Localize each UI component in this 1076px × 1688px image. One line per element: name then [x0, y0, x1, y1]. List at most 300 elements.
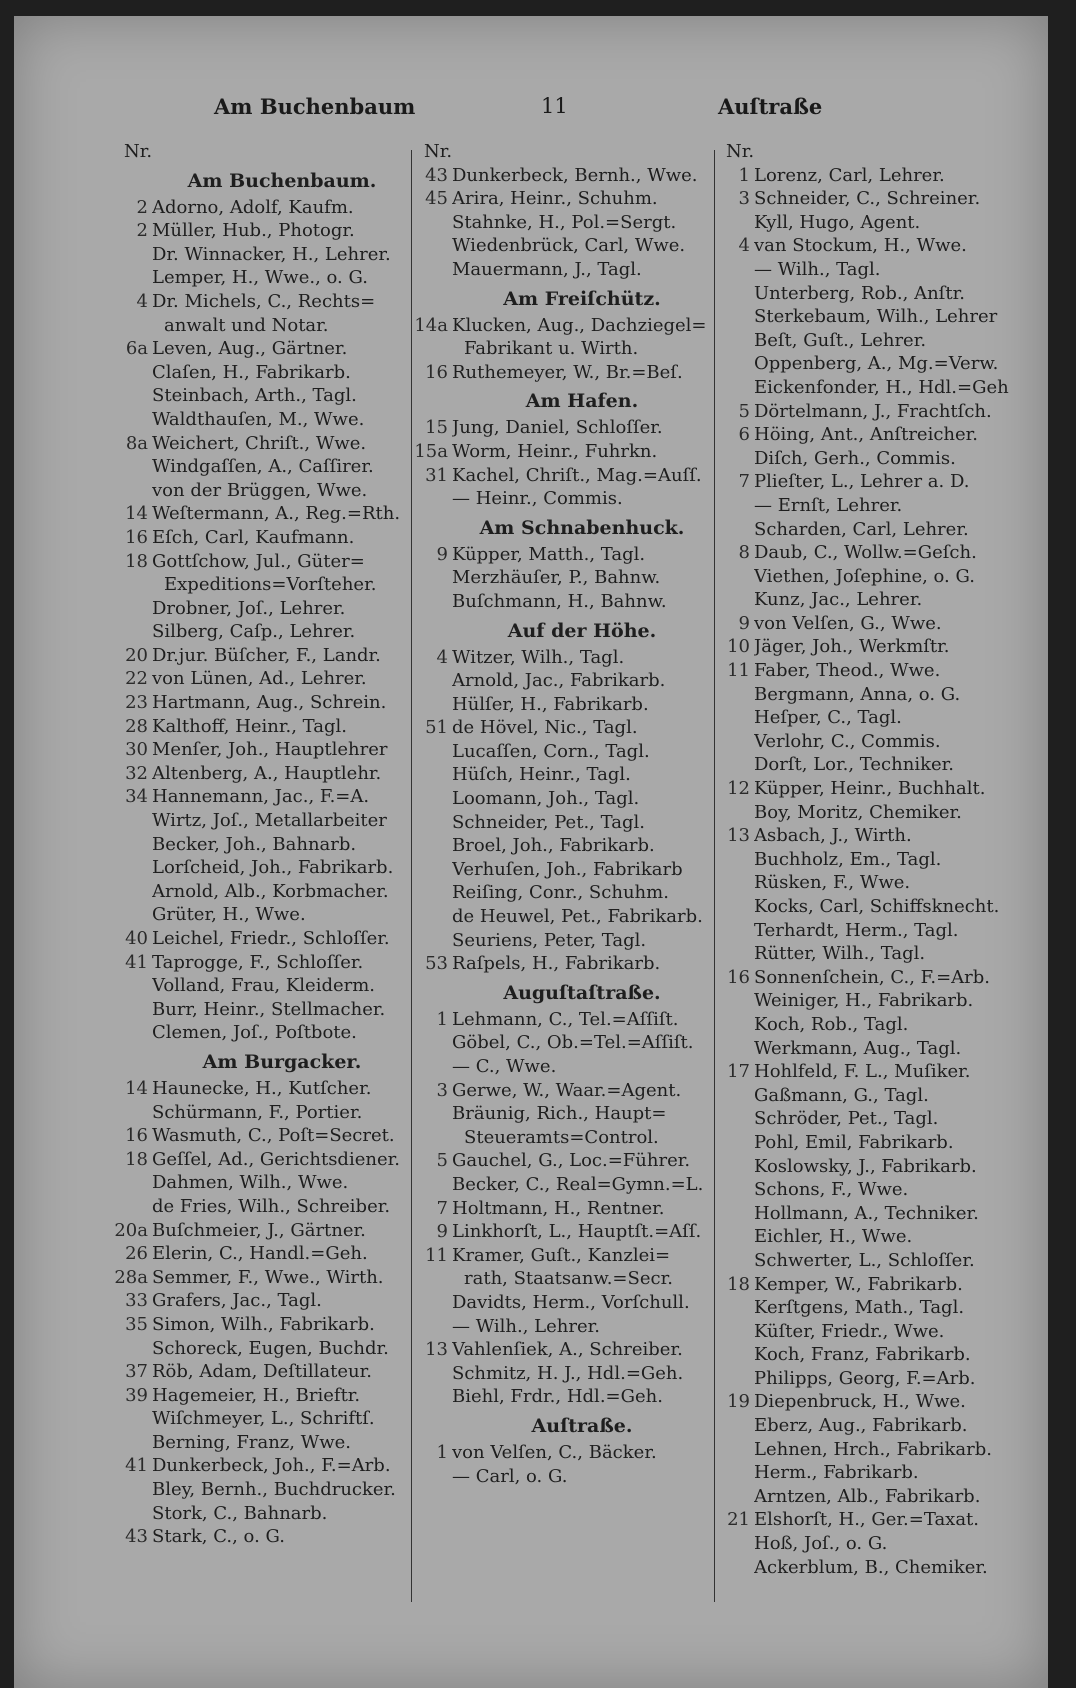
house-number: 31 [425, 464, 448, 486]
resident-entry: Wiſchmeyer, L., Schriftſ. [152, 1408, 375, 1430]
house-number [714, 1084, 754, 1108]
directory-entry [714, 1249, 1024, 1273]
directory-entry [112, 290, 422, 314]
resident-entry: de Hövel, Nic., Tagl. [452, 717, 638, 739]
directory-entry [714, 1414, 1024, 1438]
directory-entry [714, 683, 1024, 707]
directory-entry [714, 1296, 1024, 1320]
directory-entry [714, 942, 1024, 966]
resident-entry: Arira, Heinr., Schuhm. [452, 188, 658, 210]
resident-entry: Boy, Moritz, Chemiker. [754, 801, 962, 823]
resident-entry: Kunz, Jac., Lehrer. [754, 589, 923, 611]
resident-entry: Taprogge, F., Schloſſer. [152, 951, 364, 973]
house-number: 1 [738, 164, 750, 186]
directory-entry [714, 187, 1024, 211]
house-number [714, 1131, 754, 1155]
house-number [412, 693, 452, 717]
directory-entry [412, 1244, 722, 1268]
resident-entry: Gauchel, G., Loc.=Führer. [452, 1150, 691, 1172]
entry-continuation: anwalt und Notar. [164, 314, 329, 336]
resident-entry: de Heuwel, Pet., Fabrikarb. [452, 906, 703, 928]
house-number [714, 211, 754, 235]
resident-entry: Arnold, Jac., Fabrikarb. [452, 670, 666, 692]
house-number [112, 856, 152, 880]
resident-entry: Gaßmann, G., Tagl. [754, 1084, 929, 1106]
house-number: 6a [125, 338, 148, 360]
directory-entry [714, 919, 1024, 943]
resident-entry: Schürmann, F., Portier. [152, 1101, 363, 1123]
directory-entry [112, 1313, 422, 1337]
directory-entry [112, 337, 422, 361]
resident-entry: Ackerblum, B., Chemiker. [754, 1556, 988, 1578]
directory-entry [714, 1320, 1024, 1344]
resident-entry: Heſper, C., Tagl. [754, 707, 902, 729]
directory-entry [112, 1266, 422, 1290]
house-number: 2 [136, 196, 148, 218]
resident-entry: Klucken, Aug., Dachziegel= [452, 314, 707, 336]
directory-entry [714, 164, 1024, 188]
page-header [14, 88, 1048, 128]
directory-entry [412, 646, 722, 670]
resident-entry: Dörtelmann, J., Frachtſch. [754, 400, 992, 422]
house-number: 13 [425, 1339, 448, 1361]
resident-entry: Diſch, Gerh., Commis. [754, 447, 956, 469]
house-number [112, 1021, 152, 1045]
house-number [112, 998, 152, 1022]
directory-entry [714, 518, 1024, 542]
directory-entry [714, 1013, 1024, 1037]
directory-entry [412, 416, 722, 440]
directory-entry [714, 1202, 1024, 1226]
directory-entry [412, 811, 722, 835]
resident-entry: Lehmann, C., Tel.=Aſſiſt. [452, 1008, 679, 1030]
house-number: 33 [125, 1290, 148, 1312]
directory-entry [112, 1502, 422, 1526]
house-number [112, 1478, 152, 1502]
directory-entry [412, 716, 722, 740]
directory-entry [714, 423, 1024, 447]
directory-entry [412, 1362, 722, 1386]
house-number: 32 [125, 762, 148, 784]
house-number [714, 1320, 754, 1344]
directory-entry [412, 905, 722, 929]
house-number: 18 [125, 550, 148, 572]
directory-entry [112, 762, 422, 786]
house-number [714, 1249, 754, 1273]
house-number: 21 [727, 1509, 750, 1531]
house-number: 43 [425, 164, 448, 186]
resident-entry: Elshorſt, H., Ger.=Taxat. [754, 1509, 980, 1531]
house-number [714, 1556, 754, 1580]
resident-entry: Buſchmeier, J., Gärtner. [152, 1219, 366, 1241]
house-number [112, 455, 152, 479]
resident-entry: Eſch, Carl, Kaufmann. [152, 526, 355, 548]
house-number: 41 [125, 1455, 148, 1477]
resident-entry: Weſtermann, A., Reg.=Rth. [152, 503, 401, 525]
directory-entry [112, 1360, 422, 1384]
directory-entry [412, 1441, 722, 1465]
house-number [714, 494, 754, 518]
house-number [412, 1291, 452, 1315]
house-number [714, 848, 754, 872]
resident-entry: von der Brüggen, Wwe. [152, 479, 368, 501]
resident-entry: Lorenz, Carl, Lehrer. [754, 164, 945, 186]
house-number: 15a [414, 440, 448, 462]
resident-entry: Eichler, H., Wwe. [754, 1226, 913, 1248]
house-number: 26 [125, 1243, 148, 1265]
house-number [412, 811, 452, 835]
directory-entry [112, 1454, 422, 1478]
resident-entry: Gerwe, W., Waar.=Agent. [452, 1079, 682, 1101]
resident-entry: Stahnke, H., Pol.=Sergt. [452, 211, 677, 233]
resident-entry: Plieſter, L., Lehrer a. D. [754, 471, 970, 493]
directory-entry [714, 895, 1024, 919]
directory-entry [412, 1220, 722, 1244]
resident-entry: Lucaſſen, Corn., Tagl. [452, 740, 650, 762]
house-number [412, 258, 452, 282]
resident-entry: Schmitz, H. J., Hdl.=Geh. [452, 1362, 684, 1384]
resident-entry: von Velſen, C., Bäcker. [452, 1441, 657, 1463]
house-number [714, 683, 754, 707]
house-number: 3 [436, 1079, 448, 1101]
resident-entry: Hoß, Joſ., o. G. [754, 1533, 888, 1555]
house-number [714, 1296, 754, 1320]
directory-entry [412, 337, 722, 361]
resident-entry: Elerin, C., Handl.=Geh. [152, 1243, 368, 1265]
directory-entry [714, 234, 1024, 258]
house-number: 7 [738, 471, 750, 493]
house-number [112, 880, 152, 904]
directory-entry [412, 590, 722, 614]
directory-entry [714, 470, 1024, 494]
house-number [714, 1178, 754, 1202]
resident-entry: Dahmen, Wilh., Wwe. [152, 1172, 349, 1194]
house-number [412, 929, 452, 953]
directory-entry [714, 541, 1024, 565]
resident-entry: Burr, Heinr., Stellmacher. [152, 998, 386, 1020]
directory-entry [412, 1197, 722, 1221]
house-number: 9 [738, 612, 750, 634]
directory-entry [412, 1008, 722, 1032]
house-number [714, 588, 754, 612]
resident-entry: Seuriens, Peter, Tagl. [452, 929, 647, 951]
resident-entry: Göbel, C., Ob.=Tel.=Aſſiſt. [452, 1032, 694, 1054]
house-number: 51 [425, 717, 448, 739]
house-number [112, 1431, 152, 1455]
directory-entry [412, 440, 722, 464]
resident-entry: Lehnen, Hrch., Fabrikarb. [754, 1438, 992, 1460]
house-number: 35 [125, 1313, 148, 1335]
directory-entry [412, 1315, 722, 1339]
house-number [714, 1155, 754, 1179]
directory-entry [714, 494, 1024, 518]
directory-entry [112, 738, 422, 762]
resident-entry: Mauermann, J., Tagl. [452, 258, 642, 280]
resident-entry: Hohlfeld, F. L., Muſiker. [754, 1061, 971, 1083]
house-number [112, 1337, 152, 1361]
resident-entry: Wiedenbrück, Carl, Wwe. [452, 235, 686, 257]
house-number [412, 566, 452, 590]
directory-page [14, 16, 1048, 1688]
resident-entry: Küpper, Heinr., Buchhalt. [754, 778, 986, 800]
directory-entry [714, 282, 1024, 306]
directory-entry [714, 305, 1024, 329]
directory-entry [714, 1485, 1024, 1509]
resident-entry: Merzhäuſer, P., Bahnw. [452, 567, 661, 589]
resident-entry: Unterberg, Rob., Anſtr. [754, 282, 965, 304]
house-number [112, 903, 152, 927]
directory-entry [112, 1219, 422, 1243]
resident-entry: Pohl, Emil, Fabrikarb. [754, 1131, 954, 1153]
resident-entry: Schwerter, L., Schloſſer. [754, 1249, 975, 1271]
resident-entry: Buſchmann, H., Bahnw. [452, 590, 667, 612]
resident-entry: Hülſer, H., Fabrikarb. [452, 693, 649, 715]
directory-entry [714, 706, 1024, 730]
resident-entry: Schons, F., Wwe. [754, 1179, 909, 1201]
house-number [714, 1202, 754, 1226]
directory-entry [112, 573, 422, 597]
resident-entry: Faber, Theod., Wwe. [754, 660, 941, 682]
directory-entry [714, 1060, 1024, 1084]
directory-entry [714, 1155, 1024, 1179]
house-number [112, 597, 152, 621]
directory-entry [714, 659, 1024, 683]
resident-entry: Kachel, Chriſt., Mag.=Auſſ. [452, 464, 702, 486]
resident-entry: Diepenbruck, H., Wwe. [754, 1391, 966, 1413]
directory-entry [412, 211, 722, 235]
directory-entry [112, 1525, 422, 1549]
house-number [412, 211, 452, 235]
house-number: 10 [727, 636, 750, 658]
house-number [714, 1414, 754, 1438]
resident-entry: Leven, Aug., Gärtner. [152, 338, 348, 360]
house-number: 14 [125, 503, 148, 525]
directory-entry [412, 1385, 722, 1409]
resident-entry: Koch, Rob., Tagl. [754, 1013, 909, 1035]
directory-entry [412, 234, 722, 258]
running-head-right: Auſtraße [718, 94, 823, 119]
directory-entry [112, 1242, 422, 1266]
resident-entry: Hannemann, Jac., F.=A. [152, 786, 370, 808]
house-number [412, 1055, 452, 1079]
resident-entry: Grafers, Jac., Tagl. [152, 1290, 322, 1312]
house-number [112, 1502, 152, 1526]
resident-entry: Grüter, H., Wwe. [152, 904, 306, 926]
resident-entry: Müller, Hub., Photogr. [152, 220, 355, 242]
directory-entry [112, 1101, 422, 1125]
resident-entry: Werkmann, Aug., Tagl. [754, 1037, 962, 1059]
directory-entry [714, 753, 1024, 777]
directory-entry [112, 644, 422, 668]
house-number [714, 1225, 754, 1249]
house-number [112, 1195, 152, 1219]
directory-entry [112, 998, 422, 1022]
resident-entry: — Heinr., Commis. [452, 488, 623, 510]
directory-entry [714, 612, 1024, 636]
resident-entry: Kalthoff, Heinr., Tagl. [152, 715, 348, 737]
house-number [714, 329, 754, 353]
directory-entry [112, 1171, 422, 1195]
house-number: 28a [114, 1266, 148, 1288]
entry-continuation: rath, Staatsanw.=Secr. [464, 1268, 673, 1290]
directory-entry [112, 196, 422, 220]
number-column-label: Nr. [424, 141, 453, 162]
house-number: 16 [727, 966, 750, 988]
resident-entry: Rütter, Wilh., Tagl. [754, 943, 926, 965]
house-number: 19 [727, 1391, 750, 1413]
house-number [112, 573, 152, 597]
house-number [412, 1385, 452, 1409]
resident-entry: Koch, Franz, Fabrikarb. [754, 1344, 971, 1366]
directory-entry [412, 1126, 722, 1150]
directory-entry [714, 588, 1024, 612]
resident-entry: Dr.jur. Büſcher, F., Landr. [152, 644, 381, 666]
directory-entry [112, 502, 422, 526]
directory-entry [112, 1148, 422, 1172]
directory-entry [112, 856, 422, 880]
directory-entry [112, 597, 422, 621]
directory-entry [112, 974, 422, 998]
resident-entry: Sonnenſchein, C., F.=Arb. [754, 966, 991, 988]
house-number [714, 706, 754, 730]
house-number [714, 895, 754, 919]
resident-entry: Philipps, Georg, F.=Arb. [754, 1367, 976, 1389]
resident-entry: Herm., Fabrikarb. [754, 1462, 919, 1484]
resident-entry: Reiſing, Conr., Schuhm. [452, 882, 669, 904]
resident-entry: Schoreck, Eugen, Buchdr. [152, 1337, 389, 1359]
directory-entry [412, 881, 722, 905]
resident-entry: Becker, C., Real=Gymn.=L. [452, 1173, 704, 1195]
resident-entry: Leichel, Friedr., Schloſſer. [152, 928, 390, 949]
house-number [412, 858, 452, 882]
directory-entry [112, 1021, 422, 1045]
resident-entry: Eberz, Aug., Fabrikarb. [754, 1415, 968, 1437]
house-number [714, 1013, 754, 1037]
directory-entry [412, 763, 722, 787]
house-number [714, 730, 754, 754]
house-number [714, 1037, 754, 1061]
resident-entry: Claſen, H., Fabrikarb. [152, 361, 351, 383]
resident-entry: Scharden, Carl, Lehrer. [754, 518, 969, 540]
house-number: 23 [125, 692, 148, 714]
street-heading: Am Freiſchütz. [503, 287, 661, 310]
directory-entry [112, 691, 422, 715]
directory-entry [412, 1291, 722, 1315]
directory-entry [112, 1407, 422, 1431]
house-number: 9 [436, 543, 448, 565]
house-number [714, 1367, 754, 1391]
directory-entry [412, 1267, 722, 1291]
house-number [412, 834, 452, 858]
directory-entry [714, 400, 1024, 424]
resident-entry: Küſter, Friedr., Wwe. [754, 1320, 945, 1342]
directory-entry [714, 966, 1024, 990]
house-number: 22 [125, 668, 148, 690]
resident-entry: Adorno, Adolf, Kaufm. [152, 196, 354, 218]
house-number [112, 833, 152, 857]
street-heading: Am Buchenbaum. [187, 169, 377, 192]
house-number: 16 [125, 526, 148, 548]
directory-entry [714, 801, 1024, 825]
directory-entry [412, 464, 722, 488]
directory-entry [112, 1384, 422, 1408]
resident-entry: — Wilh., Lehrer. [452, 1315, 600, 1337]
directory-entry [112, 243, 422, 267]
directory-entry [112, 927, 422, 951]
resident-entry: Linkhorſt, L., Hauptſt.=Aſſ. [452, 1221, 702, 1243]
house-number [112, 809, 152, 833]
resident-entry: — Wilh., Tagl. [754, 258, 881, 280]
house-number [714, 305, 754, 329]
resident-entry: Kyll, Hugo, Agent. [754, 211, 921, 233]
house-number: 37 [125, 1361, 148, 1383]
resident-entry: — Carl, o. G. [452, 1465, 568, 1487]
directory-entry [412, 1055, 722, 1079]
directory-entry [714, 730, 1024, 754]
directory-entry [112, 1478, 422, 1502]
house-number [112, 974, 152, 998]
resident-entry: Dunkerbeck, Bernh., Wwe. [452, 164, 698, 186]
directory-entry [714, 211, 1024, 235]
house-number [714, 753, 754, 777]
directory-entry [112, 1289, 422, 1313]
house-number [112, 243, 152, 267]
directory-entry [714, 1084, 1024, 1108]
directory-entry [412, 740, 722, 764]
house-number: 53 [425, 953, 448, 975]
house-number: 7 [436, 1197, 448, 1219]
directory-entry [412, 487, 722, 511]
house-number: 34 [125, 786, 148, 808]
house-number [112, 266, 152, 290]
directory-entry [112, 785, 422, 809]
house-number [714, 919, 754, 943]
street-heading: Am Burgacker. [202, 1050, 362, 1073]
number-column-label: Nr. [124, 141, 153, 162]
resident-entry: Dunkerbeck, Joh., F.=Arb. [152, 1455, 391, 1477]
directory-entry [112, 667, 422, 691]
resident-entry: — C., Wwe. [452, 1056, 557, 1077]
column-2 [412, 140, 722, 1488]
resident-entry: Volland, Frau, Kleiderm. [152, 975, 376, 997]
house-number [412, 669, 452, 693]
house-number [112, 384, 152, 408]
house-number: 13 [727, 825, 750, 847]
house-number: 18 [125, 1148, 148, 1170]
house-number: 4 [436, 646, 448, 668]
entry-continuation: Fabrikant u. Wirth. [464, 338, 639, 360]
resident-entry: Verhuſen, Joh., Fabrikarb [452, 858, 683, 880]
house-number: 43 [125, 1526, 148, 1548]
resident-entry: Kramer, Guſt., Kanzlei= [452, 1244, 671, 1266]
directory-entry [714, 989, 1024, 1013]
house-number: 41 [125, 951, 148, 973]
resident-entry: Dr. Michels, C., Rechts= [152, 290, 376, 312]
directory-entry [714, 1532, 1024, 1556]
resident-entry: Davidts, Herm., Vorſchull. [452, 1291, 690, 1313]
resident-entry: Eickenfonder, H., Hdl.=Geh [754, 376, 1009, 398]
resident-entry: Wasmuth, C., Poſt=Secret. [152, 1125, 395, 1147]
directory-entry [714, 1556, 1024, 1580]
directory-entry [412, 1031, 722, 1055]
resident-entry: Loomann, Joh., Tagl. [452, 788, 640, 810]
directory-entry [112, 479, 422, 503]
directory-entry [412, 929, 722, 953]
house-number [412, 1362, 452, 1386]
resident-entry: Weichert, Chriſt., Wwe. [152, 432, 367, 454]
resident-entry: Silberg, Caſp., Lehrer. [152, 621, 356, 643]
resident-entry: Steinbach, Arth., Tagl. [152, 385, 357, 407]
